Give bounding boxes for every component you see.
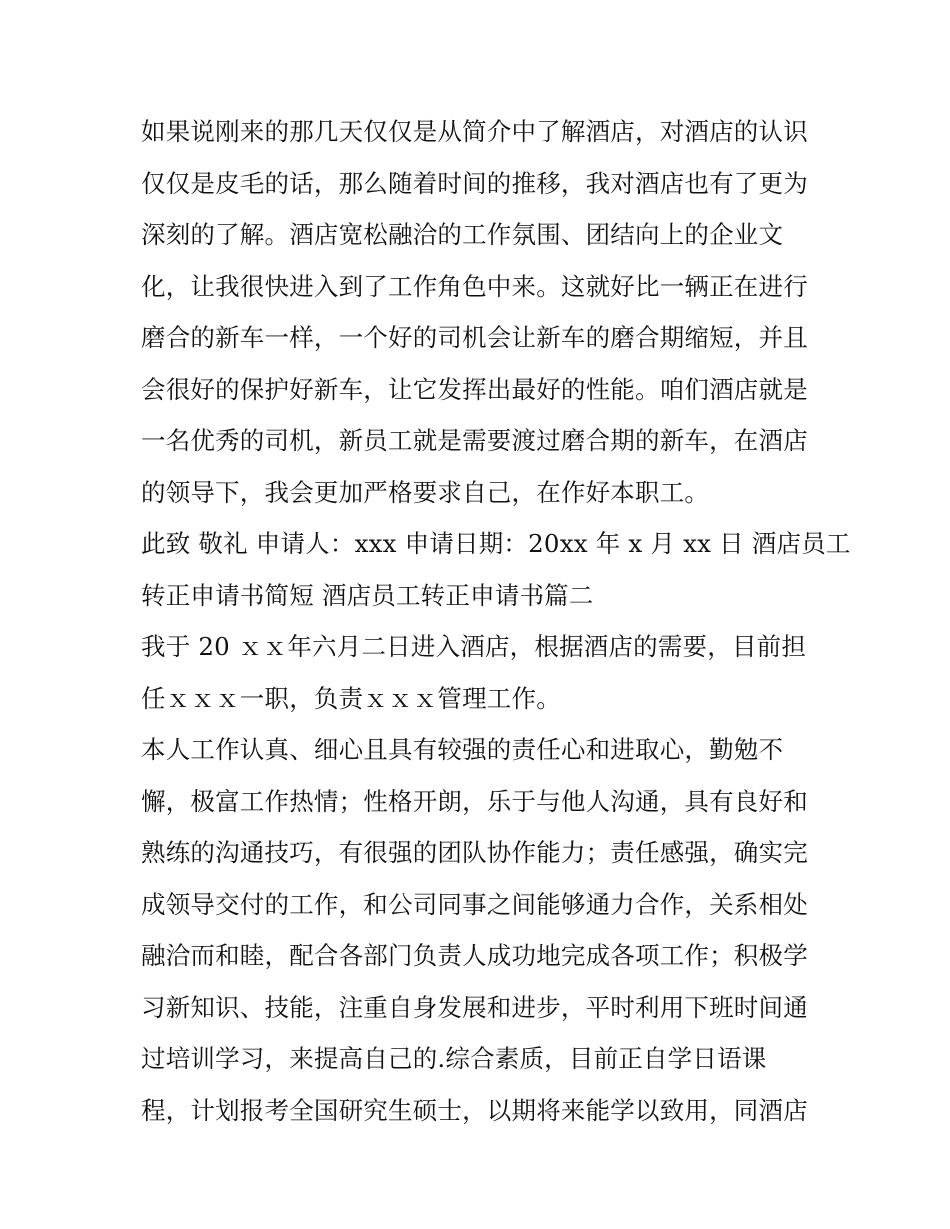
text-line: 成领导交付的工作，和公司同事之间能够通力合作，关系相处 [141,889,808,919]
closing-line: 此致 敬礼 申请人：xxx 申请日期：20xx 年 x 月 xx 日 酒店员工 [141,529,851,558]
text-line: 懈，极富工作热情；性格开朗，乐于与他人沟通，具有良好和 [141,786,808,816]
text-line: 熟练的沟通技巧，有很强的团队协作能力；责任感强，确实完 [141,838,808,867]
text-line: 仅仅是皮毛的话，那么随着时间的推移，我对酒店也有了更为 [141,168,808,198]
text-line: 过培训学习，来提高自己的.综合素质，目前正自学日语课 [141,1044,767,1073]
text-line: 融洽而和睦，配合各部门负责人成功地完成各项工作；积极学 [141,941,808,970]
text-line: 化，让我很快进入到了工作角色中来。这就好比一辆正在进行 [141,271,808,301]
text-line: 的领导下，我会更加严格要求自己，在作好本职工。 [141,477,710,507]
text-line: 我于 20 ｘｘ年六月二日进入酒店，根据酒店的需要，目前担 [141,632,807,661]
section-title-line: 转正申请书简短 酒店员工转正申请书篇二 [141,580,594,610]
document-body [141,106,851,1136]
text-line: 任ｘｘｘ一职，负责ｘｘｘ管理工作。 [141,683,561,713]
text-line: 本人工作认真、细心且具有较强的责任心和进取心，勤勉不 [141,735,784,764]
text-line: 一名优秀的司机，新员工就是需要渡过磨合期的新车，在酒店 [141,426,808,455]
text-line: 会很好的保护好新车，让它发挥出最好的性能。咱们酒店就是 [141,374,808,404]
text-line: 磨合的新车一样，一个好的司机会让新车的磨合期缩短，并且 [141,323,808,352]
text-line: 如果说刚来的那几天仅仅是从简介中了解酒店，对酒店的认识 [141,117,808,146]
text-line: 习新知识、技能，注重自身发展和进步，平时利用下班时间通 [141,992,808,1022]
text-line: 程，计划报考全国研究生硕士，以期将来能学以致用，同酒店 [141,1095,808,1125]
text-line: 深刻的了解。酒店宽松融洽的工作氛围、团结向上的企业文 [141,220,784,249]
